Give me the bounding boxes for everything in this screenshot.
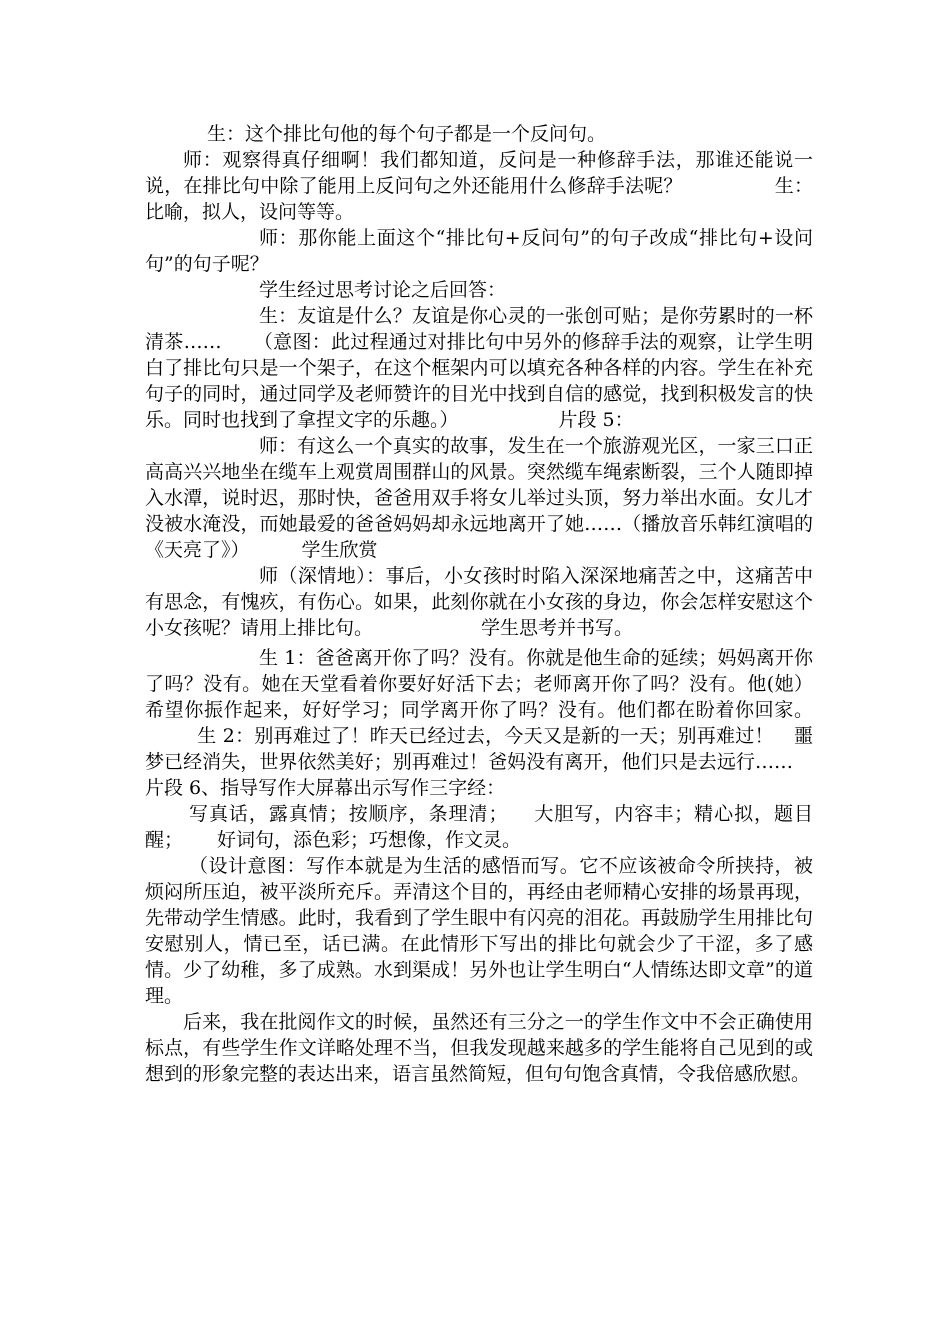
section-label: 片段 6、指导写作大屏幕出示写作三字经：	[145, 777, 506, 799]
text-line: 大胆写，内容丰；精心拟，题目醒；	[145, 803, 813, 851]
text-line: （设计意图：写作本就是为生活的感悟而写。它不应该被命令所挟持，被烦闷所压迫，被平淡所充斥。弄清这个目的，再经由老师精心安排的场景再现，先带动学生情感。此时，我看到了学生眼中有闪亮的泪花。再鼓励学生用排比句安慰别人，情已至，话已满。在此情形下写出的排比句就会少了干涩，多了感情。少了幼稚，多了成熟。水到渠成！另外也让学生明白“人情练达即文章”的道理。	[145, 855, 813, 1007]
text-line: 师：那你能上面这个“排比句+反问句”的句子改成“排比句+设问句”的句子呢？	[145, 227, 813, 275]
text-line: 学生欣赏	[301, 539, 378, 561]
text-line: 学生经过思考讨论之后回答：	[259, 279, 507, 301]
paragraph-teacher-question-1	[145, 147, 813, 225]
text-line: 师（深情地）：事后，小女孩时时陷入深深地痛苦之中，这痛苦中有思念，有愧疚，有伤心。如果，此刻你就在小女孩的身边，你会怎样安慰这个小女孩呢？请用上排比句。	[145, 565, 813, 639]
paragraph-story	[145, 433, 813, 563]
paragraph-teacher-question-3	[145, 563, 813, 641]
paragraph-design-intent	[145, 853, 813, 1009]
text-line: 生：这个排比句他的每个句子都是一个反问句。	[207, 123, 607, 145]
text-line: 生 1：爸爸离开你了吗？没有。你就是他生命的延续；妈妈离开你了吗？没有。她在天堂看着你要好好活下去；老师离开你了吗？没有。他(她）希望你振作起来，好好学习；同学离开你了吗？没有。他们都在盼着你回家。	[145, 647, 813, 721]
paragraph-discussion	[145, 277, 813, 303]
paragraph-conclusion	[145, 1009, 813, 1087]
text-line: 后来，我在批阅作文的时候，虽然还有三分之一的学生作文中不会正确使用标点，有些学生作文详略处理不当，但我发现越来越多的学生能将自己见到的或想到的形象完整的表达出来，语言虽然简短，但句句饱含真情，令我倍感欣慰。	[145, 1011, 813, 1085]
document-body	[145, 121, 813, 1087]
paragraph-writing-rhyme	[145, 801, 813, 853]
paragraph-student-answer-2	[145, 303, 813, 433]
section-label: 片段 5：	[558, 409, 634, 431]
text-line: 写真话，露真情；按顺序，条理清；	[189, 803, 508, 825]
text-line: 师：观察得真仔细啊！我们都知道，反问是一种修辞手法，那谁还能说一说，在排比句中除了能用上反问句之外还能用什么修辞手法呢？	[145, 149, 813, 197]
text-line: 好词句，添色彩；巧想像，作文灵。	[217, 829, 522, 851]
paragraph-student-answer-1	[145, 121, 813, 147]
text-line: 生：比喻，拟人，设问等等。	[145, 175, 813, 223]
text-line: 学生思考并书写。	[481, 617, 634, 639]
text-line: 生 2：别再难过了！昨天已经过去，今天又是新的一天；别再难过！	[197, 725, 774, 747]
text-line: 师：有这么一个真实的故事，发生在一个旅游观光区，一家三口正高高兴兴地坐在缆车上观赏周围群山的风景。突然缆车绳索断裂，三个人随即掉入水潭，说时迟，那时快，爸爸用双手将女儿举过头顶，努力举出水面。女儿才没被水淹没，而她最爱的爸爸妈妈却永远地离开了她……（播放音乐韩红演唱的《天亮了》）	[145, 435, 813, 561]
paragraph-teacher-question-2	[145, 225, 813, 277]
text-line: 生：友谊是什么？友谊是你心灵的一张创可贴；是你劳累时的一杯清茶……	[145, 305, 813, 353]
text-line: 噩梦已经消失，世界依然美好；别再难过！爸妈没有离开，他们只是去远行……	[145, 725, 813, 773]
paragraph-student-answers-3	[145, 645, 813, 801]
text-line: （意图：此过程通过对排比句中另外的修辞手法的观察，让学生明白了排比句只是一个架子，在这个框架内可以填充各种各样的内容。学生在补充句子的同时，通过同学及老师赞许的目光中找到自信的感觉，找到积极发言的快乐。同时也找到了拿捏文字的乐趣。）	[145, 331, 813, 431]
